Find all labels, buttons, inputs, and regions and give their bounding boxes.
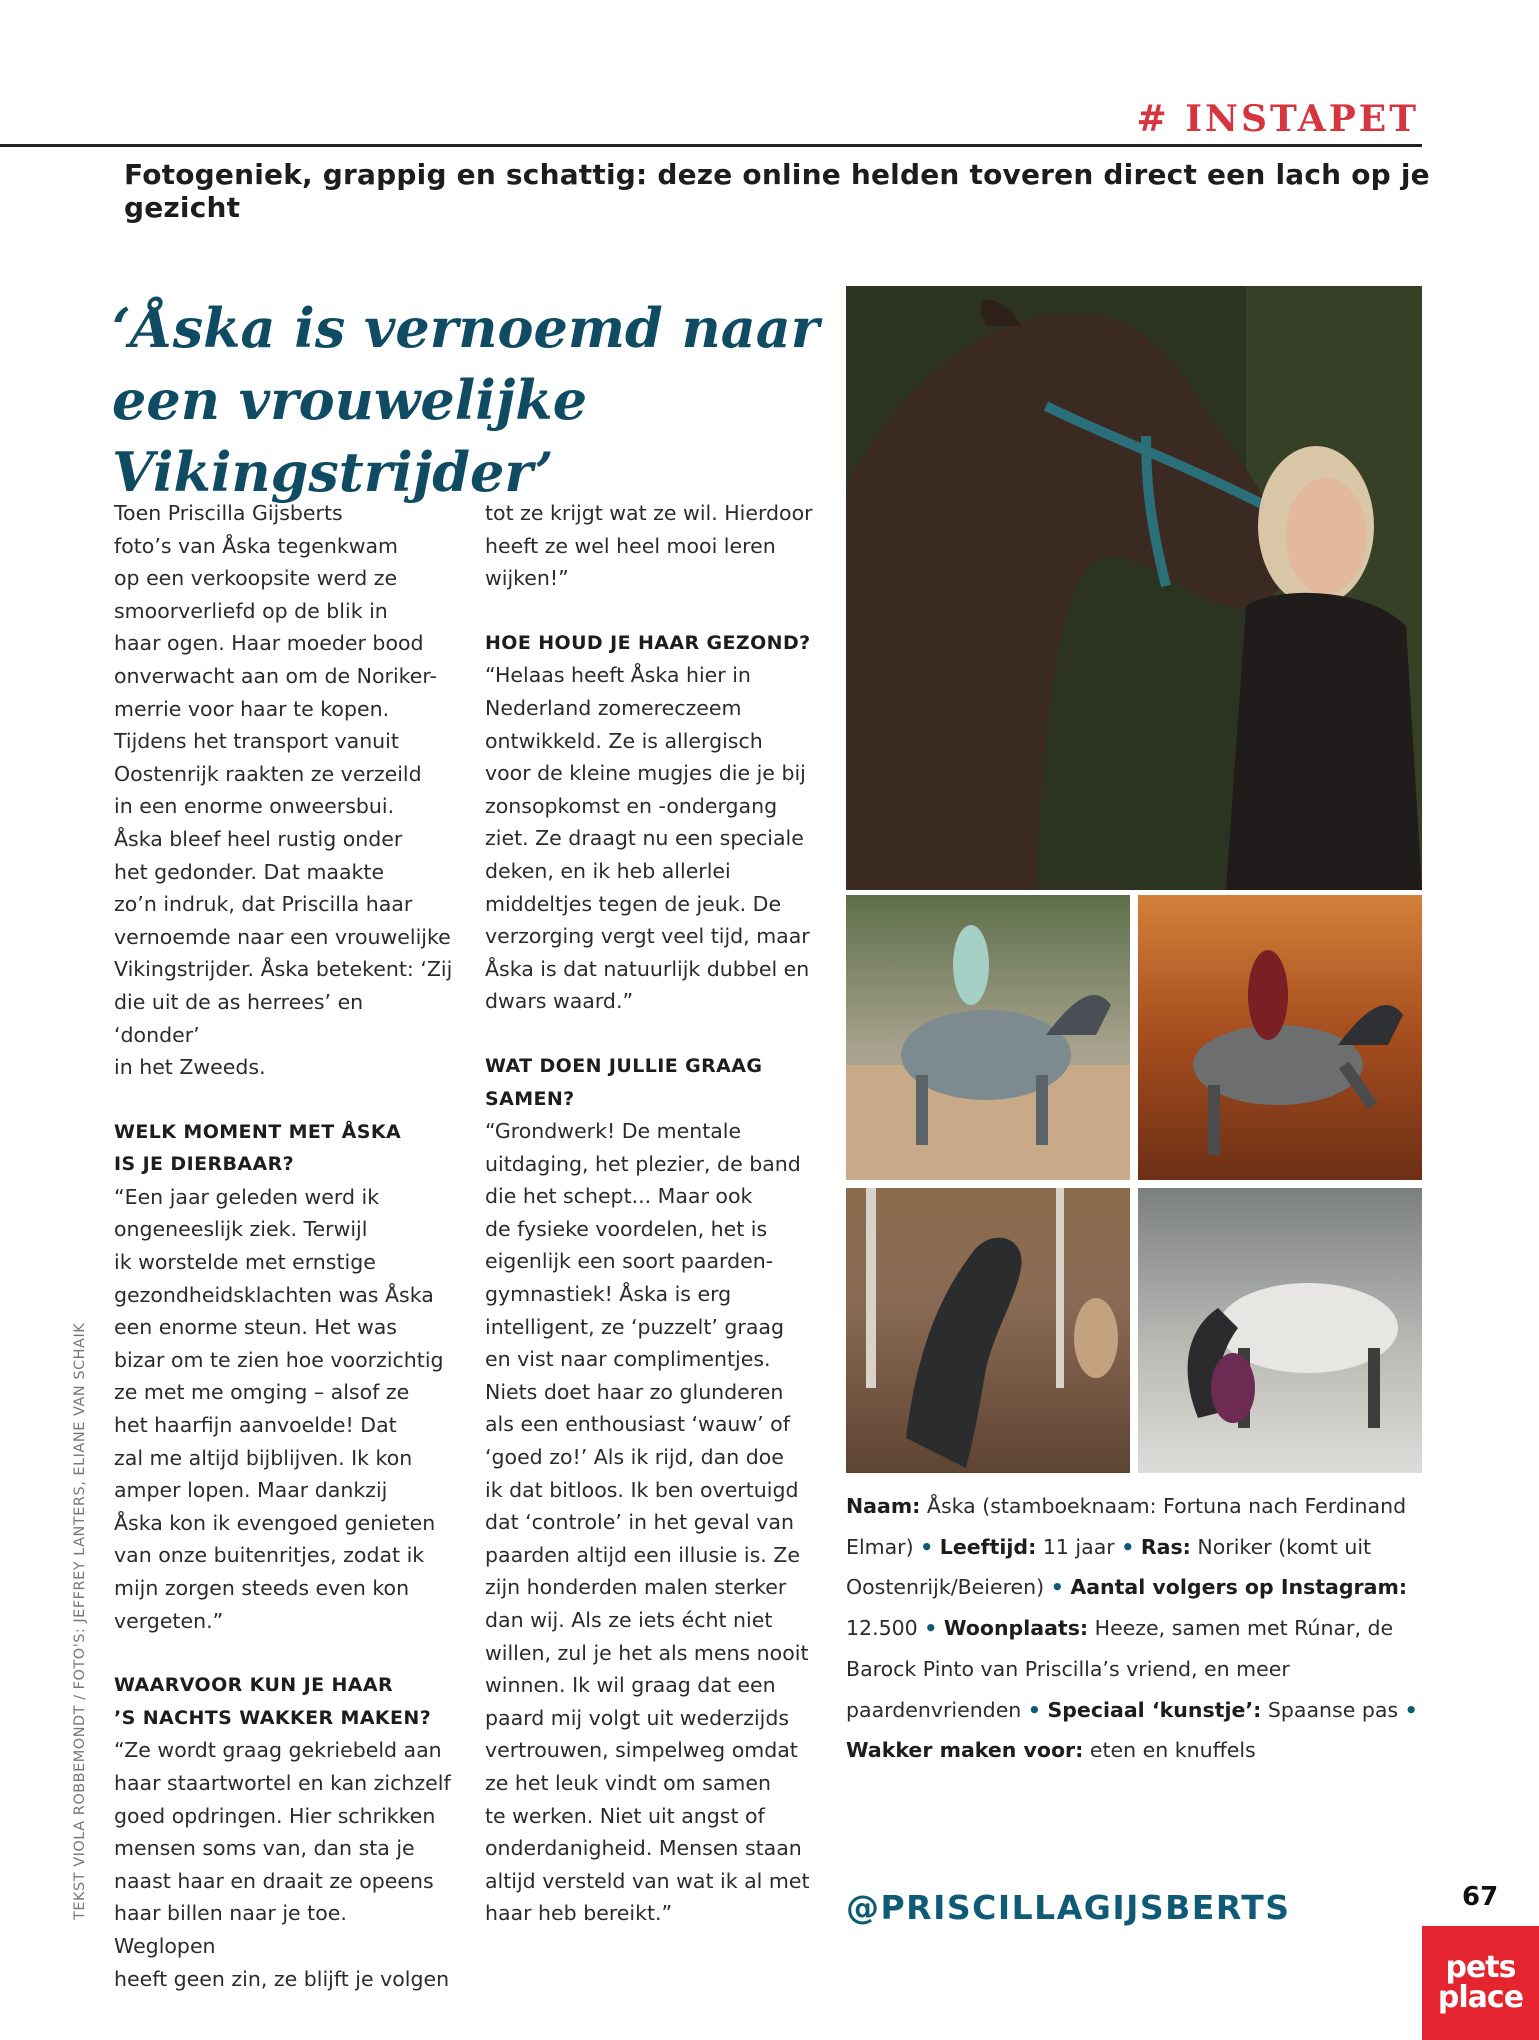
bullet-dot: • bbox=[1121, 1534, 1135, 1559]
fact-value: Spaanse pas bbox=[1267, 1697, 1399, 1722]
answer-paragraph: “Een jaar geleden werd ik ongeneeslijk ziek. Terwijl ik worstelde met ernstige gezondheidsklachten was Åska een enorme steun. Het was bizar om te zien hoe voorzichtig ze met me omging – alsof ze het haarfijn aanvoelde! Dat zal me altijd bijblijven. Ik kon amper lopen. Maar dankzij Åska kon ik evengoed genieten van onze buitenritjes, zodat ik mijn zorgen steeds even kon vergeten.” bbox=[114, 1184, 444, 1633]
fact-value: 11 jaar bbox=[1042, 1534, 1115, 1559]
photo-rearing-horse bbox=[846, 1188, 1130, 1473]
fact-label: Naam: bbox=[846, 1494, 921, 1518]
answer-paragraph: “Grondwerk! De mentale uitdaging, het plezier, de band die het schept... Maar ook de fysieke voordelen, het is eigenlijk een soort paarden- gymnastiek! Åska is erg intelligent, ze ‘puzzelt’ graag en vist naar complimentjes. Niets doet haar zo glunderen als een enthousiast ‘wauw’ of ‘goed zo!’ Als ik rijd, dan doe ik dat bitloos. Ik ben overtuigd dat ‘controle’ in het geval van paarden altijd een illusie is. Ze zijn honderden malen sterker dan wij. Als ze iets écht niet willen, zul je het als mens nooit winnen. Ik wil graag dat een paard mij volgt uit wederzijds vertrouwen, simpelweg omdat ze het leuk vindt om samen te werken. Niet uit angst of onderdanigheid. Mensen staan altijd versteld van wat ik al met haar heb bereikt.” bbox=[485, 1119, 810, 1926]
section-tag: # INSTAPET bbox=[1136, 98, 1419, 140]
photo-credit: TEKST VIOLA ROBBEMONDT / FOTO'S: JEFFREY LANTERS, ELIANE VAN SCHAIK bbox=[72, 1322, 88, 1920]
question-heading: HOE HOUD JE HAAR GEZOND? bbox=[485, 631, 811, 654]
text-column-1 bbox=[114, 497, 454, 1995]
answer-paragraph: “Helaas heeft Åska hier in Nederland zomereczeem ontwikkeld. Ze is allergisch voor de kleine mugjes die je bij zonsopkomst en -ondergang ziet. Ze draagt nu een speciale deken, en ik heb allerlei middeltjes tegen de jeuk. De verzorging vergt veel tijd, maar Åska is dat natuurlijk dubbel en dwars waard.” bbox=[485, 663, 810, 1014]
instagram-handle[interactable]: @PRISCILLAGIJSBERTS bbox=[846, 1888, 1291, 1927]
intro-paragraph: Toen Priscilla Gijsberts foto’s van Åska tegenkwam op een verkoopsite werd ze smoorverliefd op de blik in haar ogen. Haar moeder bood onverwacht aan om de Noriker- merrie voor haar te kopen. Tijdens het transport vanuit Oostenrijk raakten ze verzeild in een enorme onweersbui. Åska bleef heel rustig onder het gedonder. Dat maakte zo’n indruk, dat Priscilla haar vernoemde naar een vrouwelijke Vikingstrijder. Åska betekent: ‘Zij die uit de as herrees’ en ‘donder’ in het Zweeds. bbox=[114, 501, 453, 1080]
fact-value: Åska (stamboeknaam: Fortuna nach Ferdinand Elmar) bbox=[846, 1494, 1407, 1559]
pets-place-logo bbox=[1422, 1926, 1539, 2040]
continuation-paragraph: tot ze krijgt wat ze wil. Hierdoor heeft ze wel heel mooi leren wijken!” bbox=[485, 501, 813, 591]
logo-text-line2: place bbox=[1437, 1980, 1524, 2015]
header-rule bbox=[0, 144, 1422, 147]
fact-label: Woonplaats: bbox=[943, 1616, 1089, 1641]
fact-label: Leeftijd: bbox=[939, 1534, 1037, 1559]
fact-label: Ras: bbox=[1140, 1534, 1191, 1559]
photo-horse-bowing bbox=[1138, 1188, 1422, 1473]
logo-text-line1: pets bbox=[1445, 1950, 1516, 1985]
photo-woman-with-horse bbox=[846, 286, 1422, 890]
question-heading: WAT DOEN JULLIE GRAAG SAMEN? bbox=[485, 1054, 763, 1110]
bullet-dot: • bbox=[1050, 1575, 1064, 1600]
fact-value: Noriker (komt uit Oostenrijk/Beieren) bbox=[846, 1534, 1372, 1600]
question-heading: WAARVOOR KUN JE HAAR ’S NACHTS WAKKER MAKEN? bbox=[114, 1674, 432, 1729]
fact-label: Speciaal ‘kunstje’: bbox=[1047, 1697, 1262, 1722]
page-number: 67 bbox=[1462, 1882, 1499, 1912]
fact-box bbox=[846, 1486, 1426, 1771]
bullet-dot: • bbox=[920, 1534, 934, 1559]
answer-paragraph: “Ze wordt graag gekriebeld aan haar staartwortel en kan zichzelf goed opdringen. Hier schrikken mensen soms van, dan sta je naast haar en draait ze opeens haar billen naar je toe. Weglopen heeft geen zin, ze blijft je volgen bbox=[114, 1738, 451, 1991]
fact-value: eten en knuffels bbox=[1089, 1738, 1256, 1763]
bullet-dot: • bbox=[1404, 1697, 1418, 1722]
photo-riding-horse bbox=[846, 895, 1130, 1180]
photo-autumn-horse bbox=[1138, 895, 1422, 1180]
question-heading: WELK MOMENT MET ÅSKA IS JE DIERBAAR? bbox=[114, 1120, 402, 1176]
fact-value: 12.500 bbox=[846, 1616, 918, 1641]
fact-value: Heeze, samen met Rúnar, de Barock Pinto van Priscilla’s vriend, en meer paardenvrienden bbox=[846, 1616, 1394, 1722]
fact-label: Wakker maken voor: bbox=[846, 1738, 1084, 1763]
bullet-dot: • bbox=[1027, 1697, 1041, 1722]
article-headline: ‘Åska is vernoemd naar een vrouwelijke Vikingstrijder’ bbox=[112, 296, 820, 504]
section-subtitle: Fotogeniek, grappig en schattig: deze online helden toveren direct een lach op je gezicht bbox=[124, 158, 1430, 224]
bullet-dot: • bbox=[924, 1616, 938, 1641]
text-column-2 bbox=[485, 497, 825, 1930]
fact-label: Aantal volgers op Instagram: bbox=[1070, 1575, 1408, 1600]
